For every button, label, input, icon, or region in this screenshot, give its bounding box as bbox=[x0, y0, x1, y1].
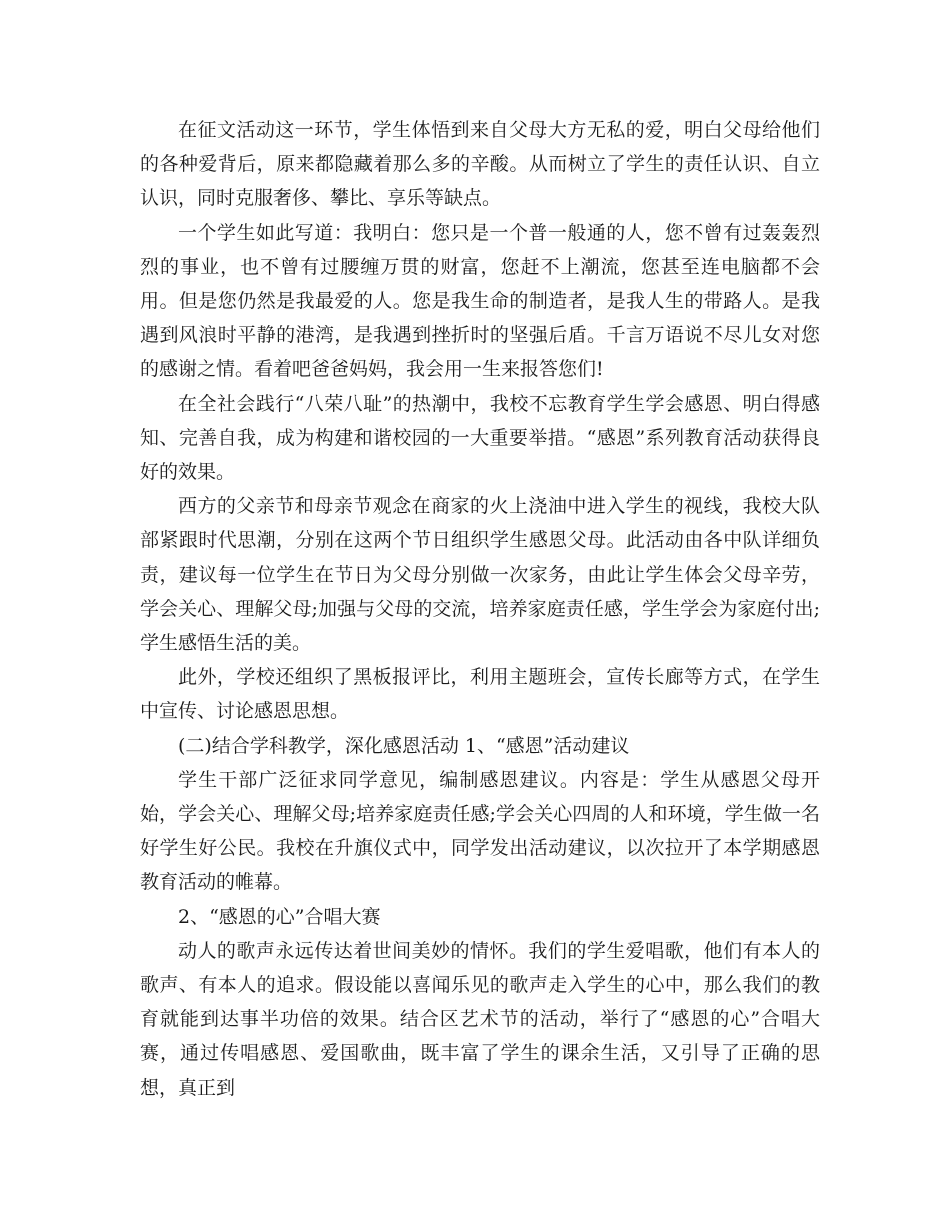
paragraph: 动人的歌声永远传达着世间美妙的情怀。我们的学生爱唱歌，他们有本人的歌声、有本人的追求。假设能以喜闻乐见的歌声走入学生的心中，那么我们的教育就能到达事半功倍的效果。结合区艺术节的活动，举行了“感恩的心”合唱大赛，通过传唱感恩、爱国歌曲，既丰富了学生的课余生活，又引导了正确的思想，真正到 bbox=[140, 939, 820, 1099]
section-heading: (二)结合学科教学，深化感恩活动 1、“感恩”活动建议 bbox=[178, 734, 630, 757]
document-body bbox=[140, 113, 820, 1105]
section-heading: 2、“感恩的心”合唱大赛 bbox=[178, 905, 381, 928]
paragraph: 西方的父亲节和母亲节观念在商家的火上浇油中进入学生的视线，我校大队部紧跟时代思潮，分别在这两个节日组织学生感恩父母。此活动由各中队详细负责，建议每一位学生在节日为父母分别做一次家务，由此让学生体会父母辛劳，学会关心、理解父母;加强与父母的交流，培养家庭责任感，学生学会为家庭付出;学生感悟生活的美。 bbox=[140, 495, 820, 655]
paragraph: 在全社会践行“八荣八耻”的热潮中，我校不忘教育学生学会感恩、明白得感知、完善自我，成为构建和谐校园的一大重要举措。“感恩”系列教育活动获得良好的效果。 bbox=[140, 392, 820, 484]
paragraph: 学生干部广泛征求同学意见，编制感恩建议。内容是：学生从感恩父母开始，学会关心、理解父母;培养家庭责任感;学会关心四周的人和环境，学生做一名好学生好公民。我校在升旗仪式中，同学发出活动建议，以次拉开了本学期感恩教育活动的帷幕。 bbox=[140, 768, 820, 894]
paragraph: 此外，学校还组织了黑板报评比，利用主题班会，宣传长廊等方式，在学生中宣传、讨论感恩思想。 bbox=[140, 666, 820, 723]
paragraph: 一个学生如此写道：我明白：您只是一个普一般通的人，您不曾有过轰轰烈烈的事业，也不曾有过腰缠万贯的财富，您赶不上潮流，您甚至连电脑都不会用。但是您仍然是我最爱的人。您是我生命的制造者，是我人生的带路人。是我遇到风浪时平静的港湾，是我遇到挫折时的坚强后盾。千言万语说不尽儿女对您的感谢之情。看着吧爸爸妈妈，我会用一生来报答您们! bbox=[140, 221, 820, 381]
paragraph: 在征文活动这一环节，学生体悟到来自父母大方无私的爱，明白父母给他们的各种爱背后，原来都隐藏着那么多的辛酸。从而树立了学生的责任认识、自立认识，同时克服奢侈、攀比、享乐等缺点。 bbox=[140, 119, 820, 210]
